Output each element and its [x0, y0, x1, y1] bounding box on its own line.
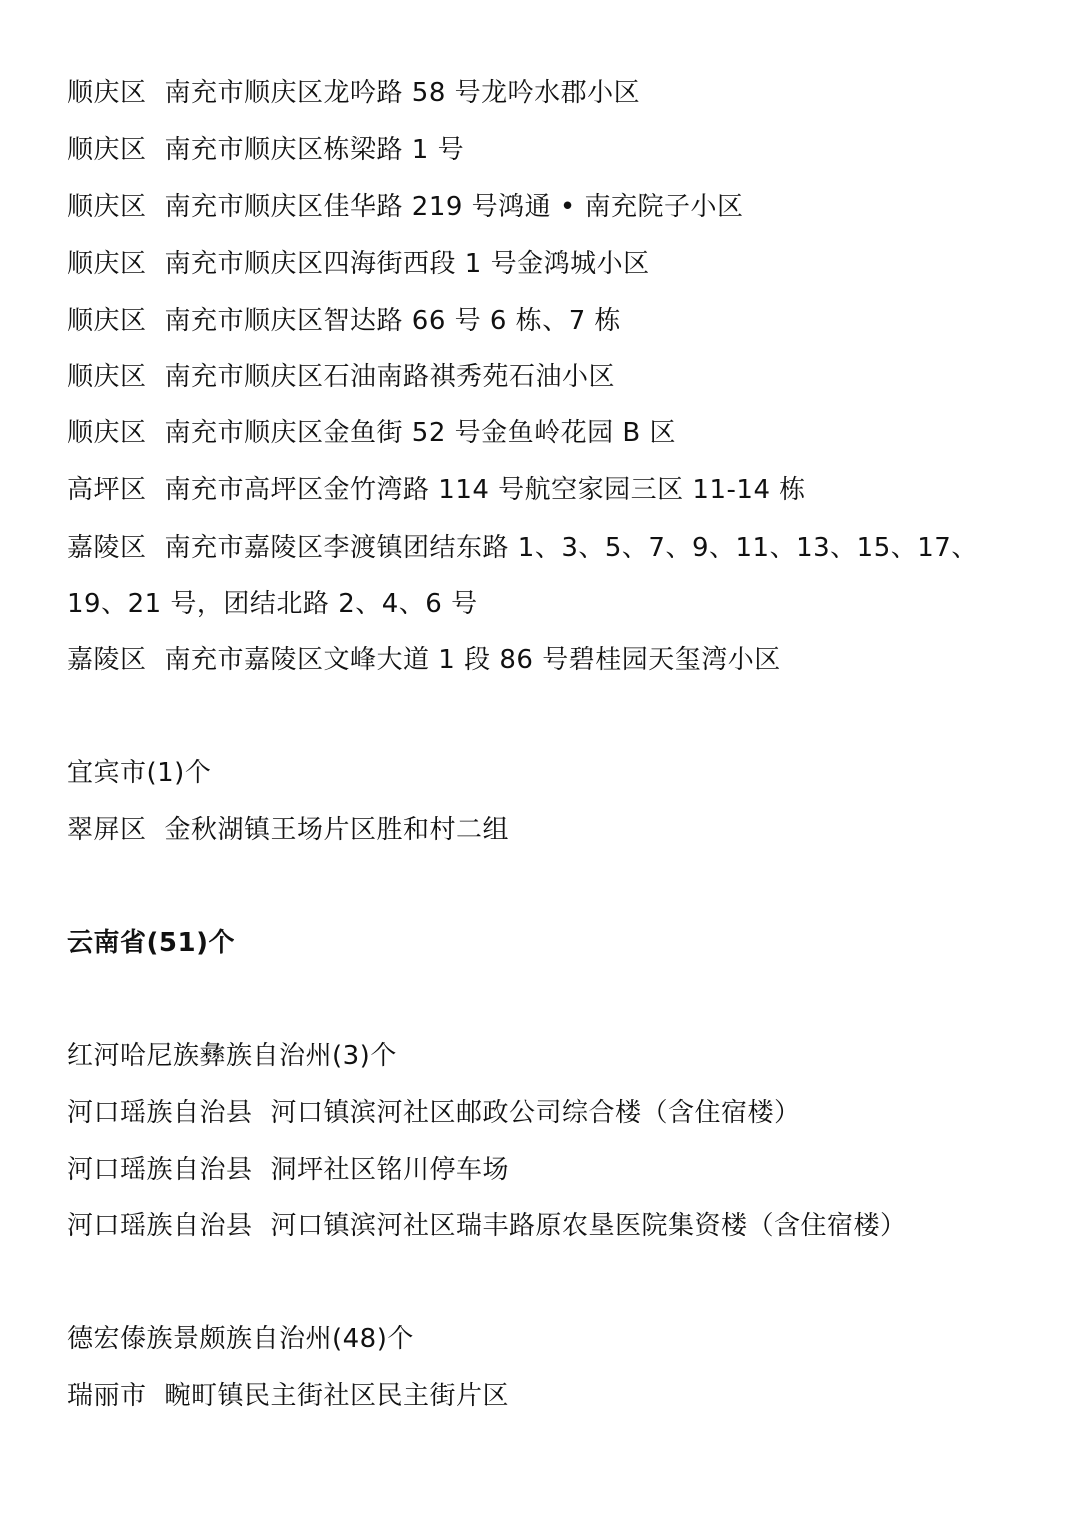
district-label: 顺庆区: [67, 192, 147, 222]
list-item: [67, 530, 978, 566]
prefecture-heading: 德宏傣族景颇族自治州(48)个: [67, 1324, 414, 1354]
district-label: 河口瑶族自治县: [67, 1211, 253, 1241]
address-text: 南充市顺庆区佳华路 219 号鸿通 • 南充院子小区: [164, 192, 744, 222]
list-item: [67, 303, 621, 339]
address-text: 南充市嘉陵区李渡镇团结东路 1、3、5、7、9、11、13、15、17、: [164, 533, 978, 563]
address-text: 金秋湖镇王场片区胜和村二组: [164, 815, 510, 845]
district-label: 顺庆区: [67, 135, 147, 165]
address-text: 19、21 号，团结北路 2、4、6 号: [67, 589, 478, 619]
district-label: 瑞丽市: [67, 1381, 147, 1411]
address-text: 南充市顺庆区金鱼街 52 号金鱼岭花园 B 区: [164, 418, 676, 448]
district-label: 河口瑶族自治县: [67, 1155, 253, 1185]
list-item: [67, 75, 640, 111]
address-text: 洞坪社区铭川停车场: [270, 1155, 510, 1185]
address-text: 河口镇滨河社区邮政公司综合楼（含住宿楼）: [270, 1098, 801, 1128]
prefecture-heading: 红河哈尼族彝族自治州(3)个: [67, 1041, 397, 1071]
address-text: 南充市顺庆区龙吟路 58 号龙吟水郡小区: [164, 78, 641, 108]
district-label: 顺庆区: [67, 418, 147, 448]
district-label: 翠屏区: [67, 815, 147, 845]
list-item: [67, 472, 806, 508]
district-label: 顺庆区: [67, 306, 147, 336]
district-label: 嘉陵区: [67, 533, 147, 563]
list-item: [67, 1152, 509, 1188]
list-item: [67, 1095, 801, 1131]
address-text: 南充市嘉陵区文峰大道 1 段 86 号碧桂园天玺湾小区: [164, 645, 781, 675]
district-label: 河口瑶族自治县: [67, 1098, 253, 1128]
list-item: [67, 1378, 509, 1414]
address-text: 南充市顺庆区栋梁路 1 号: [164, 135, 465, 165]
address-text: 南充市顺庆区智达路 66 号 6 栋、7 栋: [164, 306, 622, 336]
city-heading: 宜宾市(1)个: [67, 758, 212, 788]
list-item: [67, 189, 744, 225]
district-label: 嘉陵区: [67, 645, 147, 675]
address-text: 畹町镇民主街社区民主街片区: [164, 1381, 510, 1411]
address-text: 南充市顺庆区四海街西段 1 号金鸿城小区: [164, 249, 650, 279]
list-item: [67, 1208, 907, 1244]
list-item: [67, 812, 509, 848]
district-label: 高坪区: [67, 475, 147, 505]
list-item: [67, 415, 676, 451]
list-item: [67, 246, 650, 282]
province-heading: 云南省(51)个: [67, 928, 235, 958]
list-item: [67, 642, 781, 678]
address-text: 河口镇滨河社区瑞丰路原农垦医院集资楼（含住宿楼）: [270, 1211, 907, 1241]
address-text: 南充市顺庆区石油南路祺秀苑石油小区: [164, 362, 616, 392]
district-label: 顺庆区: [67, 249, 147, 279]
list-item-continuation: [67, 586, 478, 622]
district-label: 顺庆区: [67, 362, 147, 392]
district-label: 顺庆区: [67, 78, 147, 108]
address-text: 南充市高坪区金竹湾路 114 号航空家园三区 11-14 栋: [164, 475, 806, 505]
list-item: [67, 359, 615, 395]
list-item: [67, 132, 464, 168]
